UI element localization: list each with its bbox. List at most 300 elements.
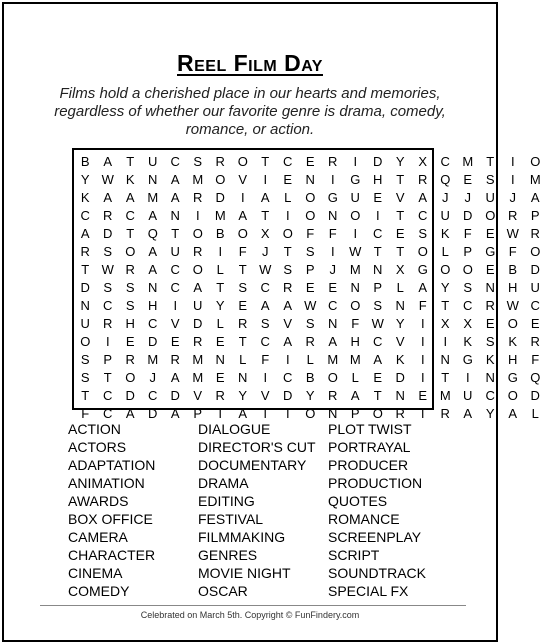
- grid-letter[interactable]: T: [373, 244, 382, 259]
- grid-letter[interactable]: O: [192, 226, 203, 241]
- grid-letter[interactable]: W: [506, 298, 519, 313]
- grid-letter[interactable]: K: [80, 190, 90, 205]
- grid-letter[interactable]: T: [261, 154, 270, 169]
- grid-letter[interactable]: I: [173, 298, 178, 313]
- grid-letter[interactable]: G: [350, 172, 361, 187]
- grid-letter[interactable]: R: [395, 406, 405, 421]
- grid-letter[interactable]: I: [263, 370, 268, 385]
- grid-letter[interactable]: M: [214, 208, 226, 223]
- grid-letter[interactable]: E: [283, 172, 293, 187]
- grid-letter[interactable]: D: [215, 190, 225, 205]
- grid-letter[interactable]: L: [351, 370, 359, 385]
- grid-letter[interactable]: S: [485, 172, 495, 187]
- grid-letter[interactable]: R: [193, 334, 203, 349]
- grid-letter[interactable]: P: [350, 406, 360, 421]
- grid-letter[interactable]: O: [237, 226, 248, 241]
- grid-letter[interactable]: S: [125, 280, 135, 295]
- grid-letter[interactable]: V: [260, 388, 270, 403]
- grid-letter[interactable]: O: [530, 154, 541, 169]
- grid-letter[interactable]: R: [328, 388, 338, 403]
- grid-letter[interactable]: V: [283, 316, 293, 331]
- grid-letter[interactable]: A: [170, 406, 180, 421]
- grid-letter[interactable]: S: [103, 244, 113, 259]
- grid-letter[interactable]: T: [81, 262, 90, 277]
- grid-letter[interactable]: O: [305, 406, 316, 421]
- grid-letter[interactable]: A: [80, 226, 90, 241]
- grid-letter[interactable]: I: [443, 334, 448, 349]
- grid-letter[interactable]: M: [147, 190, 159, 205]
- grid-letter[interactable]: I: [285, 352, 290, 367]
- grid-letter[interactable]: T: [418, 406, 427, 421]
- grid-letter[interactable]: E: [125, 334, 135, 349]
- grid-letter[interactable]: C: [440, 154, 450, 169]
- grid-letter[interactable]: O: [305, 190, 316, 205]
- grid-letter[interactable]: O: [485, 208, 496, 223]
- grid-letter[interactable]: A: [125, 190, 135, 205]
- grid-letter[interactable]: A: [170, 172, 180, 187]
- grid-letter[interactable]: E: [328, 280, 338, 295]
- grid-letter[interactable]: G: [485, 244, 496, 259]
- grid-letter[interactable]: R: [125, 262, 135, 277]
- grid-letter[interactable]: X: [395, 262, 405, 277]
- grid-letter[interactable]: F: [531, 352, 540, 367]
- grid-letter[interactable]: M: [192, 352, 204, 367]
- grid-letter[interactable]: N: [485, 370, 495, 385]
- grid-letter[interactable]: L: [396, 280, 404, 295]
- grid-letter[interactable]: B: [80, 154, 90, 169]
- grid-letter[interactable]: C: [463, 298, 473, 313]
- grid-letter[interactable]: C: [103, 298, 113, 313]
- grid-letter[interactable]: N: [148, 172, 158, 187]
- grid-letter[interactable]: D: [193, 316, 203, 331]
- grid-letter[interactable]: M: [439, 388, 451, 403]
- grid-letter[interactable]: O: [350, 298, 361, 313]
- grid-letter[interactable]: E: [305, 154, 315, 169]
- grid-letter[interactable]: Y: [305, 388, 315, 403]
- grid-letter[interactable]: R: [305, 334, 315, 349]
- grid-letter[interactable]: F: [463, 226, 472, 241]
- grid-letter[interactable]: N: [328, 316, 338, 331]
- grid-letter[interactable]: N: [170, 208, 180, 223]
- grid-letter[interactable]: E: [463, 172, 473, 187]
- grid-letter[interactable]: A: [125, 406, 135, 421]
- grid-letter[interactable]: I: [330, 172, 335, 187]
- grid-letter[interactable]: N: [440, 352, 450, 367]
- grid-letter[interactable]: T: [238, 262, 247, 277]
- word-search-grid[interactable]: [72, 148, 541, 421]
- grid-letter[interactable]: D: [148, 406, 158, 421]
- grid-letter[interactable]: S: [305, 316, 315, 331]
- grid-letter[interactable]: C: [148, 316, 158, 331]
- grid-letter[interactable]: G: [507, 370, 518, 385]
- grid-letter[interactable]: K: [440, 226, 450, 241]
- grid-letter[interactable]: C: [103, 388, 113, 403]
- grid-letter[interactable]: K: [463, 334, 473, 349]
- grid-letter[interactable]: E: [530, 316, 540, 331]
- grid-letter[interactable]: S: [418, 226, 428, 241]
- grid-letter[interactable]: N: [350, 280, 360, 295]
- grid-letter[interactable]: L: [239, 352, 247, 367]
- grid-letter[interactable]: I: [420, 352, 425, 367]
- grid-letter[interactable]: J: [262, 244, 269, 259]
- grid-letter[interactable]: O: [462, 262, 473, 277]
- grid-letter[interactable]: D: [148, 334, 158, 349]
- grid-letter[interactable]: V: [170, 316, 180, 331]
- grid-letter[interactable]: R: [193, 244, 203, 259]
- grid-letter[interactable]: W: [506, 226, 519, 241]
- grid-letter[interactable]: X: [260, 226, 270, 241]
- grid-letter[interactable]: X: [440, 316, 450, 331]
- grid-letter[interactable]: Y: [215, 298, 225, 313]
- grid-letter[interactable]: R: [193, 190, 203, 205]
- grid-letter[interactable]: A: [148, 208, 158, 223]
- grid-letter[interactable]: A: [170, 190, 180, 205]
- grid-letter[interactable]: T: [81, 388, 90, 403]
- grid-letter[interactable]: W: [304, 298, 317, 313]
- grid-letter[interactable]: N: [328, 406, 338, 421]
- grid-letter[interactable]: G: [327, 190, 338, 205]
- grid-letter[interactable]: W: [349, 244, 362, 259]
- grid-letter[interactable]: C: [80, 208, 90, 223]
- grid-letter[interactable]: H: [148, 298, 158, 313]
- grid-letter[interactable]: C: [260, 334, 270, 349]
- grid-letter[interactable]: B: [215, 226, 225, 241]
- grid-letter[interactable]: C: [170, 280, 180, 295]
- grid-letter[interactable]: A: [418, 190, 428, 205]
- grid-letter[interactable]: T: [441, 298, 450, 313]
- grid-letter[interactable]: D: [170, 388, 180, 403]
- grid-letter[interactable]: H: [508, 280, 518, 295]
- grid-letter[interactable]: U: [193, 298, 203, 313]
- grid-letter[interactable]: F: [351, 316, 360, 331]
- grid-letter[interactable]: I: [218, 244, 223, 259]
- grid-letter[interactable]: O: [125, 244, 136, 259]
- grid-letter[interactable]: L: [216, 262, 224, 277]
- grid-letter[interactable]: A: [103, 154, 113, 169]
- grid-letter[interactable]: N: [148, 280, 158, 295]
- grid-letter[interactable]: M: [192, 370, 204, 385]
- grid-letter[interactable]: W: [101, 262, 114, 277]
- grid-letter[interactable]: S: [238, 280, 248, 295]
- grid-letter[interactable]: A: [238, 406, 248, 421]
- grid-letter[interactable]: T: [126, 226, 135, 241]
- grid-letter[interactable]: S: [463, 280, 473, 295]
- grid-letter[interactable]: I: [353, 226, 358, 241]
- grid-letter[interactable]: B: [508, 262, 518, 277]
- grid-letter[interactable]: I: [510, 172, 515, 187]
- grid-letter[interactable]: E: [373, 370, 383, 385]
- grid-letter[interactable]: A: [193, 280, 203, 295]
- grid-letter[interactable]: C: [373, 226, 383, 241]
- grid-letter[interactable]: N: [395, 388, 405, 403]
- grid-letter[interactable]: E: [485, 316, 495, 331]
- grid-letter[interactable]: Q: [147, 226, 158, 241]
- grid-letter[interactable]: C: [103, 406, 113, 421]
- grid-letter[interactable]: P: [463, 244, 473, 259]
- grid-letter[interactable]: L: [306, 352, 314, 367]
- grid-letter[interactable]: U: [80, 316, 90, 331]
- grid-letter[interactable]: W: [371, 316, 384, 331]
- grid-letter[interactable]: N: [373, 262, 383, 277]
- grid-letter[interactable]: D: [125, 388, 135, 403]
- grid-letter[interactable]: E: [215, 370, 225, 385]
- grid-letter[interactable]: W: [101, 172, 114, 187]
- grid-letter[interactable]: R: [328, 154, 338, 169]
- grid-letter[interactable]: U: [350, 190, 360, 205]
- grid-letter[interactable]: D: [463, 208, 473, 223]
- grid-letter[interactable]: D: [103, 226, 113, 241]
- grid-letter[interactable]: R: [170, 352, 180, 367]
- grid-letter[interactable]: G: [417, 262, 428, 277]
- grid-letter[interactable]: D: [80, 280, 90, 295]
- grid-letter[interactable]: O: [80, 334, 91, 349]
- grid-letter[interactable]: H: [373, 172, 383, 187]
- grid-letter[interactable]: N: [215, 352, 225, 367]
- grid-letter[interactable]: E: [215, 334, 225, 349]
- grid-letter[interactable]: D: [530, 388, 540, 403]
- grid-letter[interactable]: Y: [238, 388, 248, 403]
- grid-letter[interactable]: R: [103, 208, 113, 223]
- grid-letter[interactable]: L: [441, 244, 449, 259]
- grid-letter[interactable]: T: [216, 280, 225, 295]
- grid-letter[interactable]: O: [417, 244, 428, 259]
- grid-letter[interactable]: C: [283, 370, 293, 385]
- grid-letter[interactable]: F: [238, 244, 247, 259]
- grid-letter[interactable]: I: [420, 370, 425, 385]
- grid-letter[interactable]: I: [285, 208, 290, 223]
- grid-letter[interactable]: V: [193, 388, 203, 403]
- grid-letter[interactable]: U: [485, 190, 495, 205]
- grid-letter[interactable]: T: [396, 208, 405, 223]
- grid-letter[interactable]: K: [485, 352, 495, 367]
- grid-letter[interactable]: I: [465, 370, 470, 385]
- grid-letter[interactable]: F: [306, 226, 315, 241]
- grid-letter[interactable]: S: [373, 298, 383, 313]
- grid-letter[interactable]: E: [305, 280, 315, 295]
- grid-letter[interactable]: M: [192, 172, 204, 187]
- grid-letter[interactable]: F: [81, 406, 90, 421]
- grid-letter[interactable]: A: [418, 280, 428, 295]
- grid-letter[interactable]: X: [418, 154, 428, 169]
- grid-letter[interactable]: A: [530, 190, 540, 205]
- grid-letter[interactable]: V: [395, 334, 405, 349]
- grid-letter[interactable]: M: [462, 154, 474, 169]
- grid-letter[interactable]: O: [350, 208, 361, 223]
- grid-letter[interactable]: T: [261, 208, 270, 223]
- grid-letter[interactable]: A: [238, 208, 248, 223]
- grid-letter[interactable]: R: [485, 298, 495, 313]
- grid-letter[interactable]: N: [485, 280, 495, 295]
- grid-letter[interactable]: E: [418, 388, 428, 403]
- grid-letter[interactable]: T: [171, 226, 180, 241]
- grid-letter[interactable]: A: [170, 370, 180, 385]
- grid-letter[interactable]: I: [330, 244, 335, 259]
- grid-letter[interactable]: M: [147, 352, 159, 367]
- grid-letter[interactable]: E: [395, 226, 405, 241]
- grid-letter[interactable]: A: [463, 406, 473, 421]
- grid-letter[interactable]: Y: [440, 280, 450, 295]
- grid-letter[interactable]: A: [148, 262, 158, 277]
- grid-letter[interactable]: O: [192, 262, 203, 277]
- grid-letter[interactable]: I: [510, 154, 515, 169]
- grid-letter[interactable]: K: [395, 352, 405, 367]
- grid-letter[interactable]: T: [216, 406, 225, 421]
- grid-letter[interactable]: F: [508, 244, 517, 259]
- grid-letter[interactable]: O: [507, 316, 518, 331]
- grid-letter[interactable]: M: [327, 352, 339, 367]
- grid-letter[interactable]: M: [529, 172, 541, 187]
- grid-letter[interactable]: I: [420, 334, 425, 349]
- grid-letter[interactable]: V: [238, 172, 248, 187]
- grid-letter[interactable]: D: [530, 262, 540, 277]
- grid-letter[interactable]: I: [285, 406, 290, 421]
- grid-letter[interactable]: R: [530, 334, 540, 349]
- grid-letter[interactable]: R: [125, 352, 135, 367]
- grid-letter[interactable]: T: [238, 334, 247, 349]
- grid-letter[interactable]: O: [440, 262, 451, 277]
- grid-letter[interactable]: L: [284, 190, 292, 205]
- grid-letter[interactable]: P: [373, 280, 383, 295]
- grid-letter[interactable]: R: [418, 172, 428, 187]
- grid-letter[interactable]: N: [328, 208, 338, 223]
- grid-letter[interactable]: R: [508, 208, 518, 223]
- grid-letter[interactable]: L: [216, 316, 224, 331]
- grid-letter[interactable]: C: [170, 262, 180, 277]
- grid-letter[interactable]: D: [283, 388, 293, 403]
- grid-letter[interactable]: R: [530, 226, 540, 241]
- grid-letter[interactable]: U: [170, 244, 180, 259]
- grid-letter[interactable]: X: [463, 316, 473, 331]
- grid-letter[interactable]: K: [508, 334, 518, 349]
- grid-letter[interactable]: R: [440, 406, 450, 421]
- grid-letter[interactable]: I: [195, 208, 200, 223]
- grid-letter[interactable]: F: [418, 298, 427, 313]
- grid-letter[interactable]: T: [486, 154, 495, 169]
- grid-letter[interactable]: F: [328, 226, 337, 241]
- grid-letter[interactable]: R: [215, 388, 225, 403]
- grid-letter[interactable]: P: [530, 208, 540, 223]
- grid-letter[interactable]: S: [80, 370, 90, 385]
- grid-letter[interactable]: W: [259, 262, 272, 277]
- grid-letter[interactable]: J: [464, 190, 471, 205]
- grid-letter[interactable]: A: [508, 406, 518, 421]
- grid-letter[interactable]: O: [215, 172, 226, 187]
- grid-letter[interactable]: G: [462, 352, 473, 367]
- grid-letter[interactable]: A: [260, 190, 270, 205]
- grid-letter[interactable]: S: [193, 154, 203, 169]
- grid-letter[interactable]: U: [530, 280, 540, 295]
- grid-letter[interactable]: O: [125, 370, 136, 385]
- grid-letter[interactable]: T: [396, 244, 405, 259]
- grid-letter[interactable]: E: [485, 262, 495, 277]
- grid-letter[interactable]: O: [372, 406, 383, 421]
- grid-letter[interactable]: M: [349, 262, 361, 277]
- grid-letter[interactable]: C: [125, 208, 135, 223]
- grid-letter[interactable]: U: [440, 208, 450, 223]
- grid-letter[interactable]: T: [441, 370, 450, 385]
- grid-letter[interactable]: O: [327, 370, 338, 385]
- grid-letter[interactable]: J: [509, 190, 516, 205]
- grid-letter[interactable]: S: [260, 316, 270, 331]
- grid-letter[interactable]: A: [260, 298, 270, 313]
- grid-letter[interactable]: H: [508, 352, 518, 367]
- grid-letter[interactable]: T: [396, 172, 405, 187]
- grid-letter[interactable]: T: [261, 406, 270, 421]
- grid-letter[interactable]: A: [283, 298, 293, 313]
- grid-letter[interactable]: A: [283, 334, 293, 349]
- grid-letter[interactable]: I: [105, 334, 110, 349]
- grid-letter[interactable]: K: [125, 172, 135, 187]
- grid-letter[interactable]: D: [395, 370, 405, 385]
- grid-letter[interactable]: T: [103, 370, 112, 385]
- grid-letter[interactable]: R: [215, 154, 225, 169]
- grid-letter[interactable]: A: [328, 334, 338, 349]
- grid-letter[interactable]: A: [373, 352, 383, 367]
- grid-letter[interactable]: T: [373, 388, 382, 403]
- grid-letter[interactable]: I: [263, 172, 268, 187]
- grid-letter[interactable]: S: [80, 352, 90, 367]
- grid-letter[interactable]: I: [353, 154, 358, 169]
- grid-letter[interactable]: J: [149, 370, 156, 385]
- grid-letter[interactable]: U: [148, 154, 158, 169]
- grid-letter[interactable]: I: [375, 208, 380, 223]
- grid-letter[interactable]: F: [261, 352, 270, 367]
- grid-letter[interactable]: Y: [395, 154, 405, 169]
- grid-letter[interactable]: E: [170, 334, 180, 349]
- grid-letter[interactable]: Y: [395, 316, 405, 331]
- grid-letter[interactable]: I: [240, 190, 245, 205]
- grid-letter[interactable]: P: [305, 262, 315, 277]
- grid-letter[interactable]: V: [395, 190, 405, 205]
- grid-letter[interactable]: C: [485, 388, 495, 403]
- grid-letter[interactable]: J: [442, 190, 449, 205]
- grid-letter[interactable]: S: [283, 262, 293, 277]
- grid-letter[interactable]: R: [283, 280, 293, 295]
- grid-letter[interactable]: B: [305, 370, 315, 385]
- grid-letter[interactable]: S: [305, 244, 315, 259]
- grid-letter[interactable]: N: [305, 172, 315, 187]
- grid-letter[interactable]: H: [350, 334, 360, 349]
- grid-letter[interactable]: S: [485, 334, 495, 349]
- grid-letter[interactable]: Q: [530, 370, 541, 385]
- grid-letter[interactable]: C: [148, 388, 158, 403]
- grid-letter[interactable]: S: [125, 298, 135, 313]
- grid-letter[interactable]: D: [373, 154, 383, 169]
- grid-letter[interactable]: C: [170, 154, 180, 169]
- grid-letter[interactable]: N: [80, 298, 90, 313]
- grid-letter[interactable]: O: [282, 226, 293, 241]
- grid-letter[interactable]: C: [373, 334, 383, 349]
- grid-letter[interactable]: P: [103, 352, 113, 367]
- grid-letter[interactable]: C: [418, 208, 428, 223]
- grid-letter[interactable]: Y: [80, 172, 90, 187]
- grid-letter[interactable]: Q: [440, 172, 451, 187]
- grid-letter[interactable]: R: [103, 316, 113, 331]
- grid-letter[interactable]: O: [237, 154, 248, 169]
- grid-letter[interactable]: R: [80, 244, 90, 259]
- grid-letter[interactable]: A: [148, 244, 158, 259]
- grid-letter[interactable]: O: [305, 208, 316, 223]
- grid-letter[interactable]: A: [103, 190, 113, 205]
- grid-letter[interactable]: O: [507, 388, 518, 403]
- grid-letter[interactable]: T: [126, 154, 135, 169]
- grid-letter[interactable]: S: [103, 280, 113, 295]
- grid-letter[interactable]: M: [349, 352, 361, 367]
- grid-letter[interactable]: E: [373, 190, 383, 205]
- grid-letter[interactable]: U: [463, 388, 473, 403]
- grid-letter[interactable]: O: [530, 244, 541, 259]
- grid-letter[interactable]: C: [283, 154, 293, 169]
